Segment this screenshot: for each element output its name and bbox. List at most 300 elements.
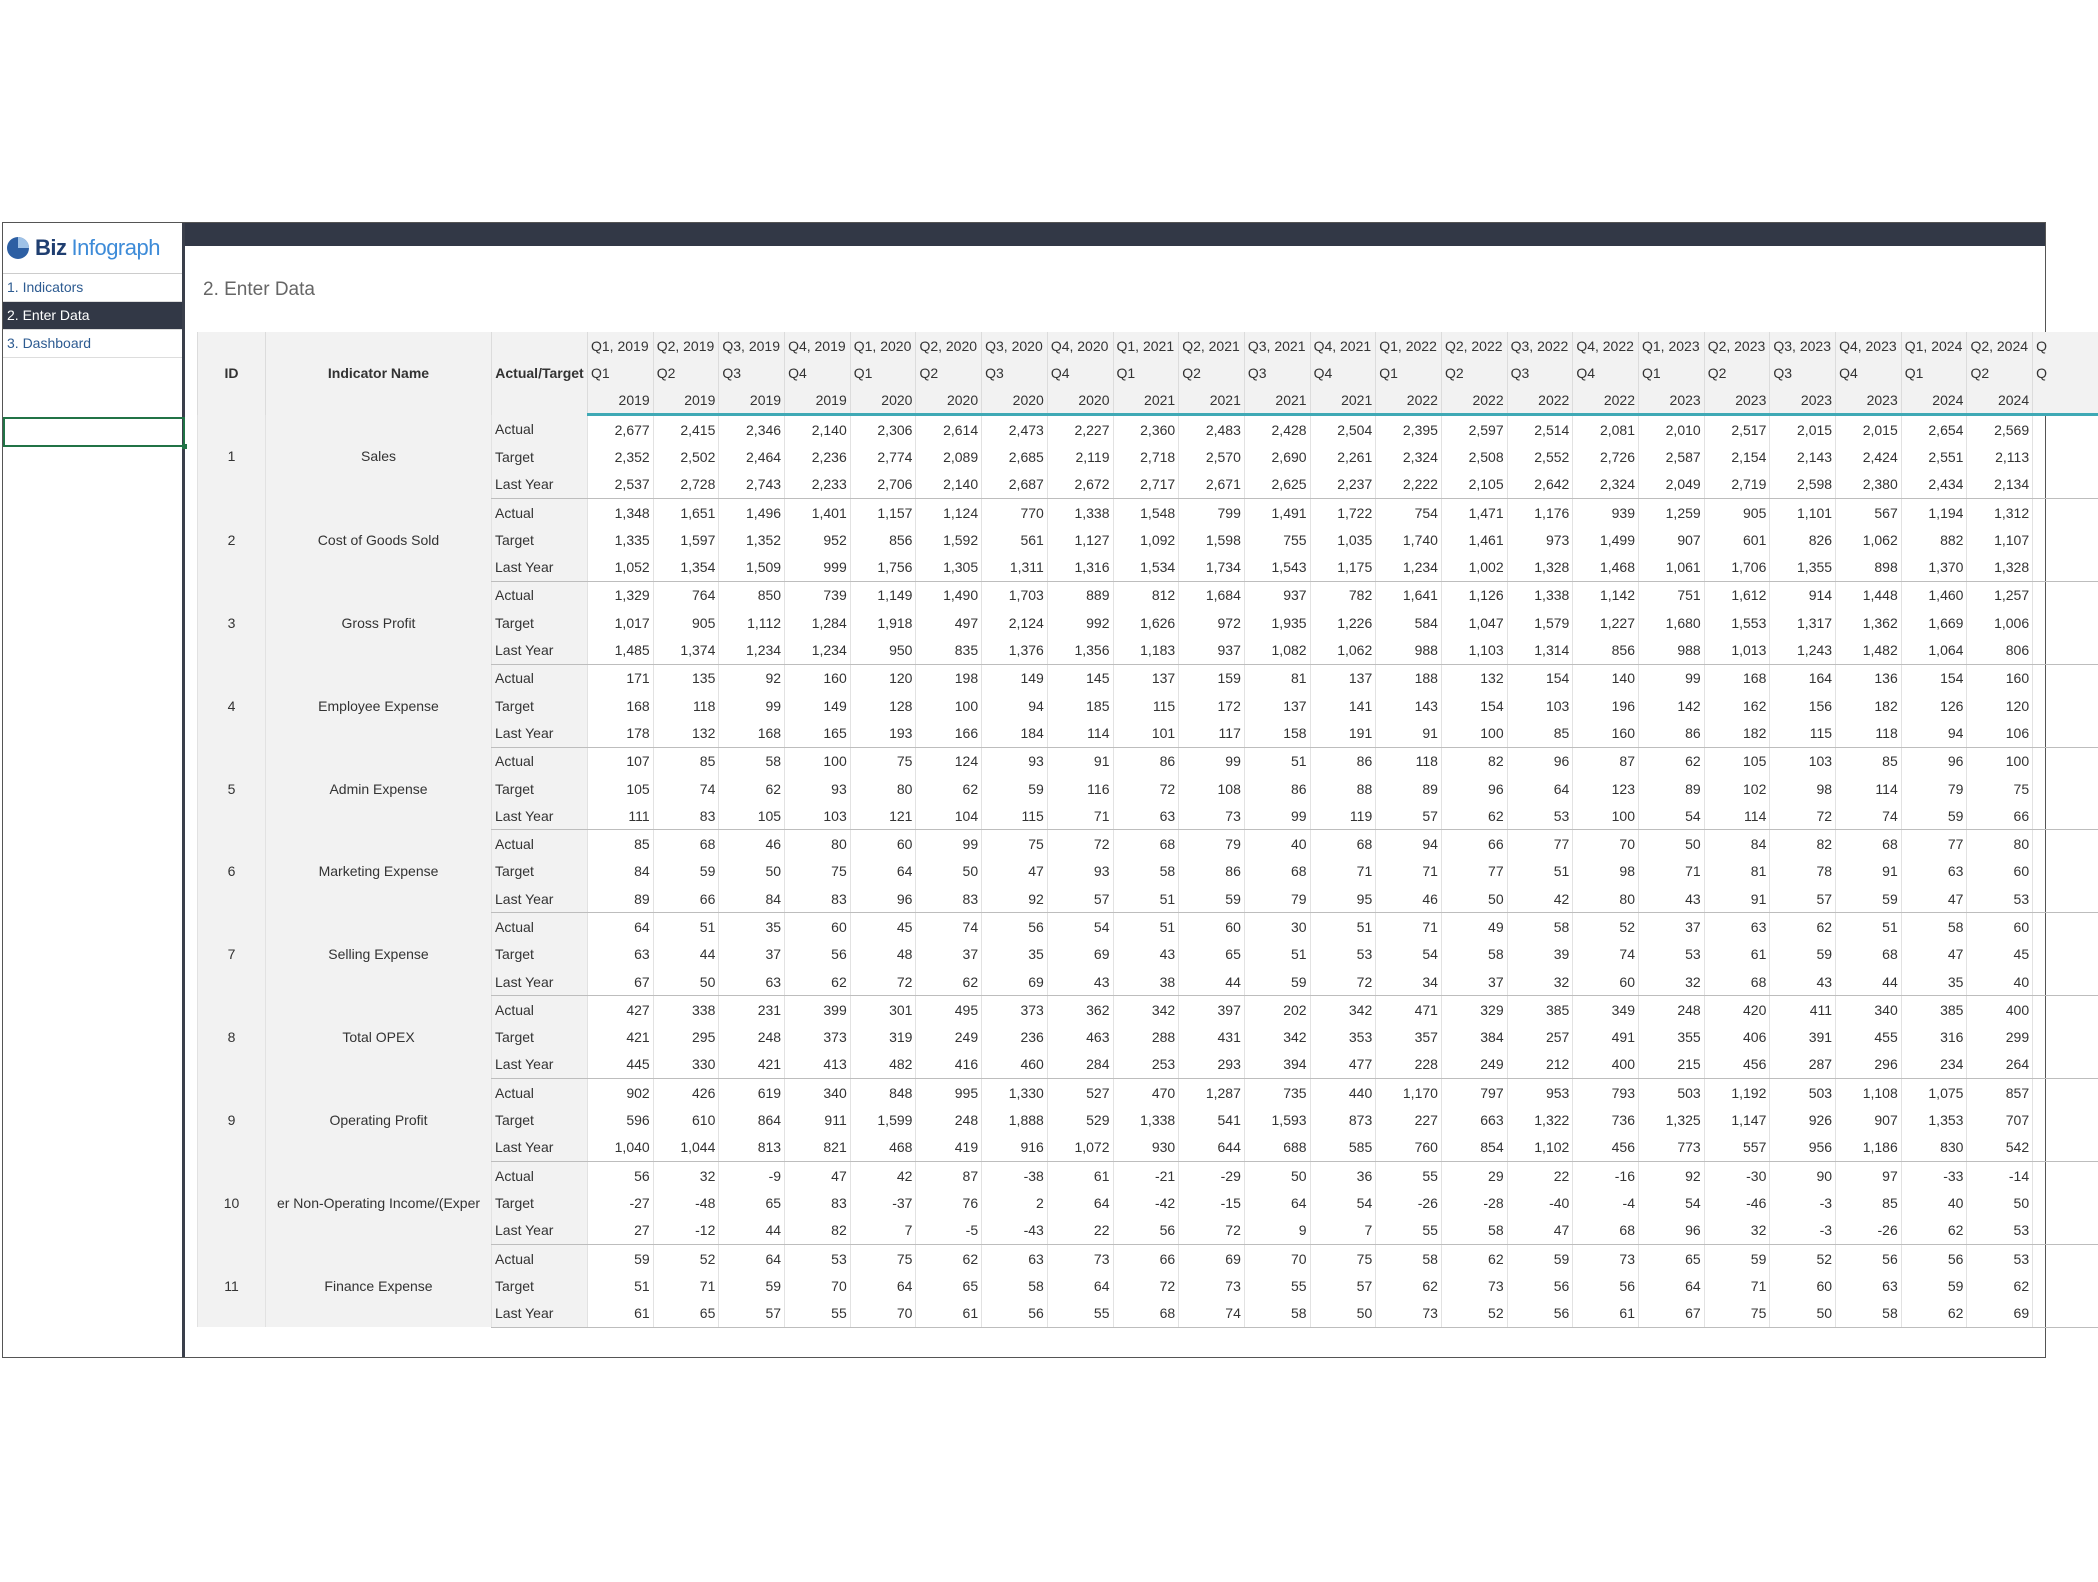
value-cell[interactable]: 2,718 — [1113, 443, 1179, 470]
value-cell[interactable]: 585 — [1310, 1134, 1376, 1162]
value-cell[interactable]: 72 — [1179, 1217, 1245, 1245]
value-cell[interactable]: 100 — [1967, 747, 2033, 775]
value-cell[interactable]: 1,756 — [850, 553, 916, 581]
value-cell[interactable]: 166 — [916, 719, 982, 747]
value-cell[interactable]: 63 — [1901, 858, 1967, 885]
value-cell[interactable]: 55 — [1244, 1272, 1310, 1299]
value-cell[interactable]: 73 — [1376, 1300, 1442, 1328]
value-cell[interactable]: 72 — [1310, 968, 1376, 996]
value-cell[interactable]: 105 — [588, 775, 654, 802]
value-cell[interactable]: 72 — [1113, 1272, 1179, 1299]
value-cell[interactable]: 1,183 — [1113, 636, 1179, 664]
value-cell[interactable]: 82 — [785, 1217, 851, 1245]
value-cell[interactable]: 2,642 — [1507, 471, 1573, 499]
value-cell[interactable]: 73 — [1441, 1272, 1507, 1299]
value-cell[interactable]: 1,482 — [1836, 636, 1902, 664]
value-cell[interactable]: 62 — [1901, 1217, 1967, 1245]
value-cell[interactable]: 1,740 — [1376, 526, 1442, 553]
value-cell[interactable]: 83 — [916, 885, 982, 913]
value-cell[interactable]: 495 — [916, 996, 982, 1024]
value-cell[interactable] — [2033, 747, 2098, 775]
value-cell[interactable]: 9 — [1244, 1217, 1310, 1245]
value-cell[interactable]: 94 — [1901, 719, 1967, 747]
value-cell[interactable]: 73 — [1573, 1244, 1639, 1272]
value-cell[interactable] — [2033, 775, 2098, 802]
value-cell[interactable]: 1,592 — [916, 526, 982, 553]
value-cell[interactable]: 114 — [1704, 802, 1770, 830]
value-cell[interactable]: 84 — [588, 858, 654, 885]
value-cell[interactable]: 71 — [1310, 858, 1376, 885]
value-cell[interactable]: 793 — [1573, 1079, 1639, 1107]
value-cell[interactable]: 69 — [1179, 1244, 1245, 1272]
value-cell[interactable]: 75 — [982, 830, 1048, 858]
value-cell[interactable]: 100 — [785, 747, 851, 775]
value-cell[interactable]: 2,140 — [785, 415, 851, 444]
value-cell[interactable]: 561 — [982, 526, 1048, 553]
value-cell[interactable]: 992 — [1047, 609, 1113, 636]
value-cell[interactable]: 145 — [1047, 664, 1113, 692]
value-cell[interactable]: 72 — [1113, 775, 1179, 802]
value-cell[interactable]: 35 — [1901, 968, 1967, 996]
value-cell[interactable]: 62 — [1376, 1272, 1442, 1299]
value-cell[interactable]: 1,888 — [982, 1106, 1048, 1133]
value-cell[interactable]: 59 — [982, 775, 1048, 802]
value-cell[interactable]: 193 — [850, 719, 916, 747]
value-cell[interactable]: 55 — [1376, 1217, 1442, 1245]
value-cell[interactable]: 1,170 — [1376, 1079, 1442, 1107]
selected-cell[interactable] — [3, 417, 185, 447]
value-cell[interactable]: 1,112 — [719, 609, 785, 636]
value-cell[interactable]: 416 — [916, 1051, 982, 1079]
value-cell[interactable]: 68 — [1244, 858, 1310, 885]
value-cell[interactable]: 1,149 — [850, 581, 916, 609]
value-cell[interactable]: 503 — [1639, 1079, 1705, 1107]
value-cell[interactable]: 91 — [1376, 719, 1442, 747]
value-cell[interactable]: 2,473 — [982, 415, 1048, 444]
value-cell[interactable]: 182 — [1704, 719, 1770, 747]
value-cell[interactable]: 53 — [1310, 941, 1376, 968]
value-cell[interactable]: 1,157 — [850, 498, 916, 526]
value-cell[interactable]: 1,075 — [1901, 1079, 1967, 1107]
value-cell[interactable]: 165 — [785, 719, 851, 747]
value-cell[interactable]: 128 — [850, 692, 916, 719]
value-cell[interactable]: 56 — [1113, 1217, 1179, 1245]
value-cell[interactable]: 856 — [1573, 636, 1639, 664]
value-cell[interactable]: 1,006 — [1967, 609, 2033, 636]
value-cell[interactable]: 68 — [1113, 1300, 1179, 1328]
value-cell[interactable]: 1,491 — [1244, 498, 1310, 526]
value-cell[interactable]: 2,514 — [1507, 415, 1573, 444]
value-cell[interactable]: 2,671 — [1179, 471, 1245, 499]
value-cell[interactable]: 1,330 — [982, 1079, 1048, 1107]
value-cell[interactable]: 394 — [1244, 1051, 1310, 1079]
value-cell[interactable]: 59 — [1836, 885, 1902, 913]
value-cell[interactable]: 2,233 — [785, 471, 851, 499]
value-cell[interactable]: 1,103 — [1441, 636, 1507, 664]
value-cell[interactable]: 231 — [719, 996, 785, 1024]
value-cell[interactable]: 2,346 — [719, 415, 785, 444]
value-cell[interactable]: 1,461 — [1441, 526, 1507, 553]
value-cell[interactable]: 1,013 — [1704, 636, 1770, 664]
value-cell[interactable]: 51 — [1507, 858, 1573, 885]
value-cell[interactable]: 58 — [1441, 941, 1507, 968]
value-cell[interactable]: 55 — [1376, 1162, 1442, 1190]
value-cell[interactable]: 42 — [1507, 885, 1573, 913]
value-cell[interactable]: 58 — [982, 1272, 1048, 1299]
value-cell[interactable]: 62 — [719, 775, 785, 802]
value-cell[interactable]: 2,227 — [1047, 415, 1113, 444]
value-cell[interactable]: 342 — [1244, 1024, 1310, 1051]
value-cell[interactable]: 103 — [785, 802, 851, 830]
value-cell[interactable]: 85 — [588, 830, 654, 858]
value-cell[interactable]: -3 — [1770, 1189, 1836, 1216]
value-cell[interactable]: 68 — [1836, 830, 1902, 858]
value-cell[interactable]: 77 — [1507, 830, 1573, 858]
value-cell[interactable]: 1,376 — [982, 636, 1048, 664]
value-cell[interactable]: 421 — [719, 1051, 785, 1079]
value-cell[interactable]: -5 — [916, 1217, 982, 1245]
value-cell[interactable]: 421 — [588, 1024, 654, 1051]
value-cell[interactable]: 54 — [1376, 941, 1442, 968]
value-cell[interactable]: 64 — [1047, 1272, 1113, 1299]
value-cell[interactable]: 1,234 — [1376, 553, 1442, 581]
value-cell[interactable]: 160 — [785, 664, 851, 692]
value-cell[interactable]: 114 — [1836, 775, 1902, 802]
value-cell[interactable]: 74 — [916, 913, 982, 941]
value-cell[interactable]: 58 — [1244, 1300, 1310, 1328]
value-cell[interactable]: 100 — [1573, 802, 1639, 830]
value-cell[interactable]: 40 — [1901, 1189, 1967, 1216]
value-cell[interactable]: 7 — [850, 1217, 916, 1245]
value-cell[interactable]: 154 — [1441, 692, 1507, 719]
value-cell[interactable]: 1,626 — [1113, 609, 1179, 636]
value-cell[interactable]: 86 — [1179, 858, 1245, 885]
value-cell[interactable]: 58 — [1441, 1217, 1507, 1245]
value-cell[interactable]: 373 — [785, 1024, 851, 1051]
value-cell[interactable]: 62 — [916, 968, 982, 996]
value-cell[interactable]: 736 — [1573, 1106, 1639, 1133]
value-cell[interactable]: 2,306 — [850, 415, 916, 444]
value-cell[interactable]: 584 — [1376, 609, 1442, 636]
value-cell[interactable]: 1,684 — [1179, 581, 1245, 609]
value-cell[interactable]: 64 — [850, 1272, 916, 1299]
value-cell[interactable] — [2033, 1272, 2098, 1299]
value-cell[interactable] — [2033, 609, 2098, 636]
value-cell[interactable]: 58 — [719, 747, 785, 775]
value-cell[interactable]: 541 — [1179, 1106, 1245, 1133]
value-cell[interactable]: 905 — [1704, 498, 1770, 526]
value-cell[interactable] — [2033, 885, 2098, 913]
value-cell[interactable]: 2,706 — [850, 471, 916, 499]
value-cell[interactable]: 53 — [785, 1244, 851, 1272]
value-cell[interactable]: 1,448 — [1836, 581, 1902, 609]
value-cell[interactable]: -3 — [1770, 1217, 1836, 1245]
value-cell[interactable]: 905 — [653, 609, 719, 636]
value-cell[interactable]: 126 — [1901, 692, 1967, 719]
value-cell[interactable]: 663 — [1441, 1106, 1507, 1133]
value-cell[interactable]: 59 — [1179, 885, 1245, 913]
value-cell[interactable]: 84 — [719, 885, 785, 913]
value-cell[interactable]: 72 — [850, 968, 916, 996]
value-cell[interactable]: 1,082 — [1244, 636, 1310, 664]
value-cell[interactable]: 98 — [1770, 775, 1836, 802]
value-cell[interactable]: 1,226 — [1310, 609, 1376, 636]
value-cell[interactable]: 2,717 — [1113, 471, 1179, 499]
value-cell[interactable]: -42 — [1113, 1189, 1179, 1216]
value-cell[interactable]: 96 — [850, 885, 916, 913]
value-cell[interactable]: 619 — [719, 1079, 785, 1107]
value-cell[interactable]: 164 — [1770, 664, 1836, 692]
value-cell[interactable]: 85 — [1836, 1189, 1902, 1216]
value-cell[interactable]: 132 — [653, 719, 719, 747]
value-cell[interactable]: 80 — [1573, 885, 1639, 913]
value-cell[interactable]: 2,424 — [1836, 443, 1902, 470]
value-cell[interactable]: 1,107 — [1967, 526, 2033, 553]
value-cell[interactable]: 456 — [1704, 1051, 1770, 1079]
value-cell[interactable]: -48 — [653, 1189, 719, 1216]
value-cell[interactable]: 42 — [850, 1162, 916, 1190]
value-cell[interactable]: 1,355 — [1770, 553, 1836, 581]
value-cell[interactable]: 37 — [1639, 913, 1705, 941]
value-cell[interactable]: 64 — [1507, 775, 1573, 802]
value-cell[interactable]: 782 — [1310, 581, 1376, 609]
value-cell[interactable]: 527 — [1047, 1079, 1113, 1107]
value-cell[interactable]: 50 — [1310, 1300, 1376, 1328]
value-cell[interactable]: 542 — [1967, 1134, 2033, 1162]
value-cell[interactable]: 61 — [1704, 941, 1770, 968]
value-cell[interactable]: 43 — [1639, 885, 1705, 913]
value-cell[interactable]: 142 — [1639, 692, 1705, 719]
value-cell[interactable]: 65 — [916, 1272, 982, 1299]
value-cell[interactable]: 73 — [1179, 1272, 1245, 1299]
value-cell[interactable]: 56 — [785, 941, 851, 968]
value-cell[interactable]: 2,237 — [1310, 471, 1376, 499]
value-cell[interactable]: 972 — [1179, 609, 1245, 636]
value-cell[interactable]: 2,124 — [982, 609, 1048, 636]
value-cell[interactable]: 141 — [1310, 692, 1376, 719]
value-cell[interactable]: 397 — [1179, 996, 1245, 1024]
value-cell[interactable]: 1,499 — [1573, 526, 1639, 553]
value-cell[interactable]: 2,360 — [1113, 415, 1179, 444]
value-cell[interactable]: 51 — [1244, 941, 1310, 968]
value-cell[interactable]: 58 — [1901, 913, 1967, 941]
value-cell[interactable]: 468 — [850, 1134, 916, 1162]
value-cell[interactable]: 188 — [1376, 664, 1442, 692]
value-cell[interactable]: 80 — [785, 830, 851, 858]
value-cell[interactable]: 2,143 — [1770, 443, 1836, 470]
value-cell[interactable]: 64 — [1244, 1189, 1310, 1216]
value-cell[interactable]: 911 — [785, 1106, 851, 1133]
value-cell[interactable]: 82 — [1770, 830, 1836, 858]
value-cell[interactable]: 52 — [1573, 913, 1639, 941]
value-cell[interactable]: 46 — [1376, 885, 1442, 913]
value-cell[interactable]: 835 — [916, 636, 982, 664]
value-cell[interactable]: 91 — [1704, 885, 1770, 913]
value-cell[interactable]: 60 — [1179, 913, 1245, 941]
value-cell[interactable]: 65 — [719, 1189, 785, 1216]
value-cell[interactable]: 54 — [1639, 1189, 1705, 1216]
value-cell[interactable]: 1,284 — [785, 609, 851, 636]
value-cell[interactable]: 32 — [1639, 968, 1705, 996]
value-cell[interactable]: 149 — [982, 664, 1048, 692]
value-cell[interactable]: 440 — [1310, 1079, 1376, 1107]
value-cell[interactable]: 121 — [850, 802, 916, 830]
value-cell[interactable]: 154 — [1901, 664, 1967, 692]
value-cell[interactable]: 420 — [1704, 996, 1770, 1024]
value-cell[interactable]: 69 — [1967, 1300, 2033, 1328]
value-cell[interactable]: 754 — [1376, 498, 1442, 526]
value-cell[interactable]: 2,597 — [1441, 415, 1507, 444]
value-cell[interactable]: 172 — [1179, 692, 1245, 719]
value-cell[interactable]: 995 — [916, 1079, 982, 1107]
value-cell[interactable]: 340 — [1836, 996, 1902, 1024]
value-cell[interactable]: 22 — [1507, 1162, 1573, 1190]
value-cell[interactable]: 83 — [653, 802, 719, 830]
value-cell[interactable]: 61 — [588, 1300, 654, 1328]
value-cell[interactable]: 2,119 — [1047, 443, 1113, 470]
value-cell[interactable]: 1,354 — [653, 553, 719, 581]
value-cell[interactable]: -9 — [719, 1162, 785, 1190]
value-cell[interactable]: 53 — [1967, 885, 2033, 913]
value-cell[interactable]: 202 — [1244, 996, 1310, 1024]
value-cell[interactable]: 1,192 — [1704, 1079, 1770, 1107]
value-cell[interactable]: 2,587 — [1639, 443, 1705, 470]
value-cell[interactable]: 1,124 — [916, 498, 982, 526]
value-cell[interactable]: 1,496 — [719, 498, 785, 526]
value-cell[interactable]: 92 — [982, 885, 1048, 913]
value-cell[interactable]: 154 — [1507, 664, 1573, 692]
value-cell[interactable]: 66 — [1967, 802, 2033, 830]
value-cell[interactable]: 1,127 — [1047, 526, 1113, 553]
value-cell[interactable]: 168 — [719, 719, 785, 747]
value-cell[interactable]: 178 — [588, 719, 654, 747]
value-cell[interactable]: 103 — [1507, 692, 1573, 719]
value-cell[interactable]: 427 — [588, 996, 654, 1024]
value-cell[interactable]: 68 — [1113, 830, 1179, 858]
value-cell[interactable]: 168 — [588, 692, 654, 719]
value-cell[interactable]: 1,142 — [1573, 581, 1639, 609]
value-cell[interactable]: 54 — [1310, 1189, 1376, 1216]
value-cell[interactable]: 1,234 — [719, 636, 785, 664]
value-cell[interactable]: 1,460 — [1901, 581, 1967, 609]
value-cell[interactable]: 2,502 — [653, 443, 719, 470]
value-cell[interactable]: 914 — [1770, 581, 1836, 609]
value-cell[interactable]: 2,134 — [1967, 471, 2033, 499]
value-cell[interactable]: 1,072 — [1047, 1134, 1113, 1162]
value-cell[interactable]: 89 — [1639, 775, 1705, 802]
value-cell[interactable]: 40 — [1244, 830, 1310, 858]
value-cell[interactable]: 399 — [785, 996, 851, 1024]
value-cell[interactable]: 93 — [785, 775, 851, 802]
value-cell[interactable]: 98 — [1573, 858, 1639, 885]
value-cell[interactable]: 75 — [1967, 775, 2033, 802]
value-cell[interactable]: 118 — [1376, 747, 1442, 775]
value-cell[interactable]: 97 — [1836, 1162, 1902, 1190]
value-cell[interactable]: 56 — [1573, 1272, 1639, 1299]
value-cell[interactable]: 937 — [1179, 636, 1245, 664]
value-cell[interactable]: 249 — [916, 1024, 982, 1051]
value-cell[interactable]: 62 — [1967, 1272, 2033, 1299]
value-cell[interactable]: 59 — [1244, 968, 1310, 996]
value-cell[interactable]: 937 — [1244, 581, 1310, 609]
value-cell[interactable]: 329 — [1441, 996, 1507, 1024]
value-cell[interactable]: 75 — [1310, 1244, 1376, 1272]
value-cell[interactable]: 1,002 — [1441, 553, 1507, 581]
value-cell[interactable]: 93 — [982, 747, 1048, 775]
value-cell[interactable]: 406 — [1704, 1024, 1770, 1051]
value-cell[interactable]: 426 — [653, 1079, 719, 1107]
value-cell[interactable]: 898 — [1836, 553, 1902, 581]
value-cell[interactable]: 2,551 — [1901, 443, 1967, 470]
value-cell[interactable]: 136 — [1836, 664, 1902, 692]
value-cell[interactable]: 1,335 — [588, 526, 654, 553]
value-cell[interactable]: 477 — [1310, 1051, 1376, 1079]
value-cell[interactable]: 63 — [1836, 1272, 1902, 1299]
value-cell[interactable]: 2,570 — [1179, 443, 1245, 470]
value-cell[interactable]: 355 — [1639, 1024, 1705, 1051]
value-cell[interactable]: 159 — [1179, 664, 1245, 692]
value-cell[interactable]: 62 — [916, 1244, 982, 1272]
value-cell[interactable]: 60 — [1573, 968, 1639, 996]
value-cell[interactable]: 1,108 — [1836, 1079, 1902, 1107]
value-cell[interactable]: 482 — [850, 1051, 916, 1079]
value-cell[interactable]: 1,548 — [1113, 498, 1179, 526]
value-cell[interactable]: 342 — [1113, 996, 1179, 1024]
value-cell[interactable]: 50 — [1967, 1189, 2033, 1216]
value-cell[interactable]: 1,176 — [1507, 498, 1573, 526]
value-cell[interactable]: 1,374 — [653, 636, 719, 664]
value-cell[interactable]: 1,316 — [1047, 553, 1113, 581]
value-cell[interactable]: 32 — [653, 1162, 719, 1190]
value-cell[interactable]: 2,415 — [653, 415, 719, 444]
value-cell[interactable]: 57 — [1376, 802, 1442, 830]
value-cell[interactable]: 196 — [1573, 692, 1639, 719]
value-cell[interactable]: 889 — [1047, 581, 1113, 609]
value-cell[interactable] — [2033, 1217, 2098, 1245]
value-cell[interactable]: 64 — [1047, 1189, 1113, 1216]
value-cell[interactable]: 2,015 — [1836, 415, 1902, 444]
value-cell[interactable]: 105 — [719, 802, 785, 830]
value-cell[interactable]: 68 — [653, 830, 719, 858]
value-cell[interactable]: 89 — [588, 885, 654, 913]
value-cell[interactable]: 1,329 — [588, 581, 654, 609]
value-cell[interactable]: 257 — [1507, 1024, 1573, 1051]
value-cell[interactable]: 930 — [1113, 1134, 1179, 1162]
value-cell[interactable]: 51 — [653, 913, 719, 941]
value-cell[interactable]: 61 — [1573, 1300, 1639, 1328]
value-cell[interactable]: 353 — [1310, 1024, 1376, 1051]
value-cell[interactable]: 30 — [1244, 913, 1310, 941]
value-cell[interactable]: 799 — [1179, 498, 1245, 526]
value-cell[interactable]: -30 — [1704, 1162, 1770, 1190]
value-cell[interactable]: 821 — [785, 1134, 851, 1162]
value-cell[interactable]: 77 — [1441, 858, 1507, 885]
value-cell[interactable]: -38 — [982, 1162, 1048, 1190]
value-cell[interactable] — [2033, 692, 2098, 719]
value-cell[interactable]: 51 — [1113, 885, 1179, 913]
value-cell[interactable]: 56 — [982, 913, 1048, 941]
value-cell[interactable]: 384 — [1441, 1024, 1507, 1051]
value-cell[interactable]: 1,317 — [1770, 609, 1836, 636]
value-cell[interactable] — [2033, 1134, 2098, 1162]
value-cell[interactable]: 413 — [785, 1051, 851, 1079]
value-cell[interactable]: 56 — [588, 1162, 654, 1190]
value-cell[interactable]: -28 — [1441, 1189, 1507, 1216]
value-cell[interactable]: 926 — [1770, 1106, 1836, 1133]
value-cell[interactable]: 215 — [1639, 1051, 1705, 1079]
value-cell[interactable]: 96 — [1441, 775, 1507, 802]
value-cell[interactable]: 1,509 — [719, 553, 785, 581]
